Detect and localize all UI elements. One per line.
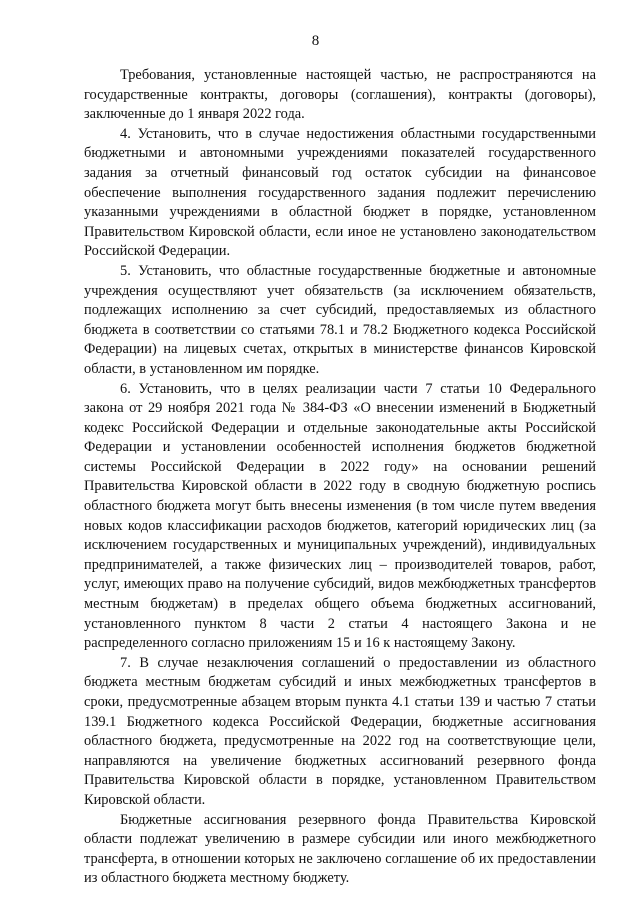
- paragraph-item-6: 6. Установить, что в целях реализации части 7 статьи 10 Федерального закона от 29 ноября 2021 года № 384-ФЗ «О внесении изменений в Бюджетный кодекс Российской Федерации и отдельные законодательные акты Российской Федерации и установлении особенностей исполнения бюджетов бюджетной системы Российской Федерации в 2022 году» на основании решений Правительства Кировской области в 2022 году в сводную бюджетную роспись областного бюджета могут быть внесены изменения (в том числе путем введения новых кодов классификации расходов бюджетов, категорий юридических лиц (за исключением государственных и муниципальных учреждений), индивидуальных предпринимателей, а также физических лиц – производителей товаров, работ, услуг, имеющих право на получение субсидий, видов межбюджетных трансфертов местным бюджетам) в пределах общего объема бюджетных ассигнований, установленного пунктом 8 части 2 статьи 4 настоящего Закона и не распределенного согласно приложениям 15 и 16 к настоящему Закону.: [84, 380, 596, 652]
- document-body: [84, 66, 596, 889]
- paragraph-item-4: 4. Установить, что в случае недостижения областными государственными бюджетными и автономными учреждениями показателей государственного задания за отчетный финансовый год остаток субсидии на финансовое обеспечение выполнения государственного задания подлежит перечислению указанными учреждениями в областной бюджет в порядке, установленном Правительством Кировской области, если иное не установлено законодательством Российской Федерации.: [84, 125, 596, 260]
- paragraph-item-5: 5. Установить, что областные государственные бюджетные и автономные учреждения осуществляют учет обязательств (за исключением обязательств, подлежащих исполнению за счет субсидий, предоставляемых из областного бюджета в соответствии со статьями 78.1 и 78.2 Бюджетного кодекса Российской Федерации) на лицевых счетах, открытых в министерстве финансов Кировской области, в установленном им порядке.: [84, 262, 596, 377]
- paragraph-item-7: 7. В случае незаключения соглашений о предоставлении из областного бюджета местным бюджетам субсидий и иных межбюджетных трансфертов в сроки, предусмотренные абзацем вторым пункта 4.1 статьи 139 и частью 7 статьи 139.1 Бюджетного кодекса Российской Федерации, бюджетные ассигнования областного бюджета, предусмотренные на 2022 год на соответствующие цели, направляются на увеличение бюджетных ассигнований резервного фонда Правительства Кировской области в порядке, установленном Правительством Кировской области.: [84, 654, 596, 808]
- paragraph-requirements-note: Требования, установленные настоящей частью, не распространяются на государственные контракты, договоры (соглашения), контракты (договоры), заключенные до 1 января 2022 года.: [84, 67, 596, 123]
- page-number: 8: [311, 33, 320, 49]
- paragraph-reserve-fund: Бюджетные ассигнования резервного фонда Правительства Кировской области подлежат увеличению в размере субсидии или иного межбюджетного трансферта, в отношении которых не заключено соглашение об их предоставлении из областного бюджета местному бюджету.: [84, 811, 596, 887]
